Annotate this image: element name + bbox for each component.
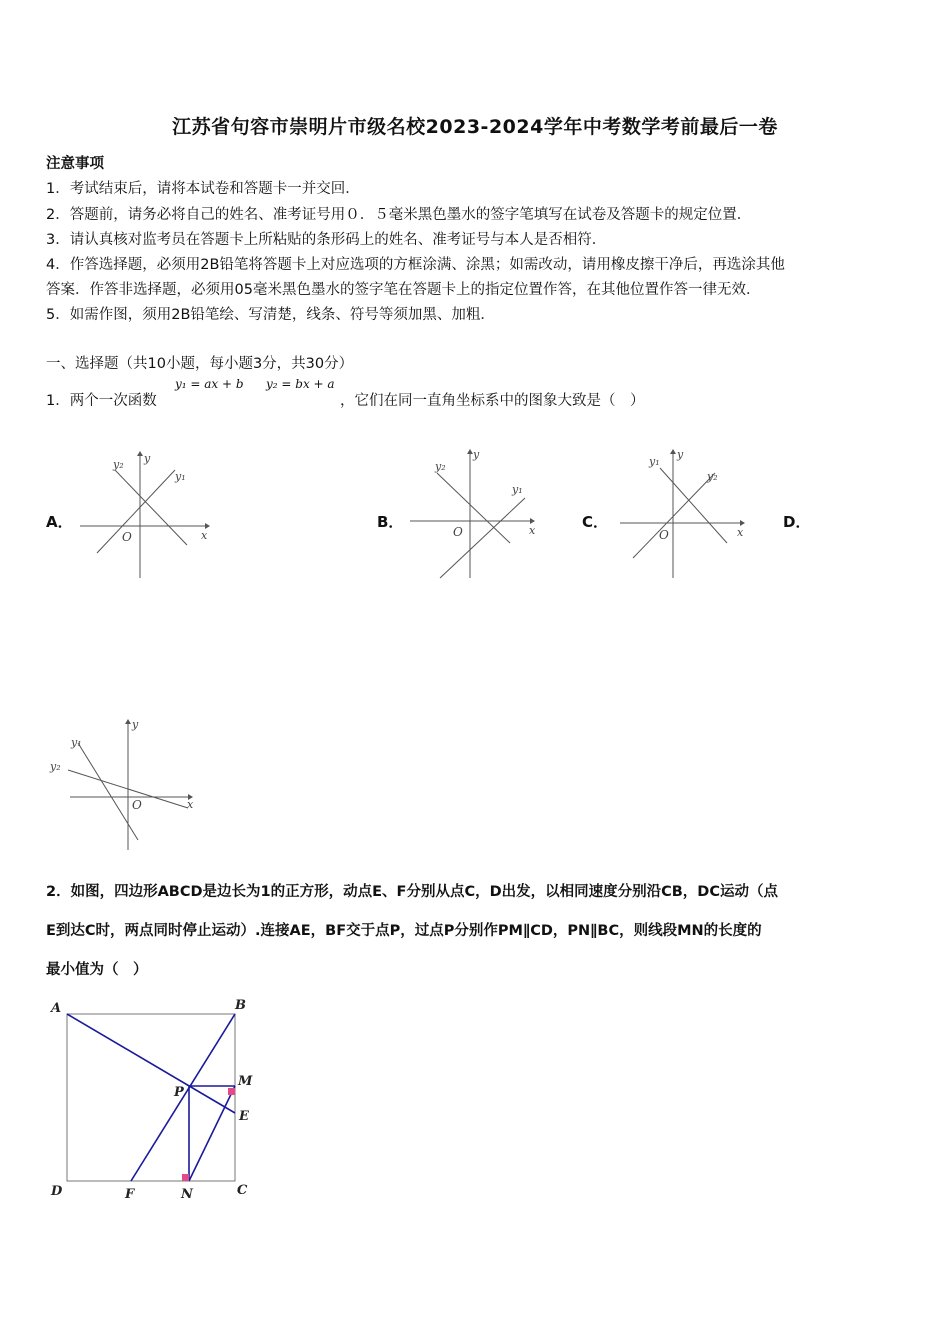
notice-item: 5．如需作图，须用2B铅笔绘、写清楚，线条、符号等须加黑、加粗． (46, 307, 495, 323)
label-y: y (473, 448, 480, 461)
label-x: x (201, 529, 208, 542)
segment-ae (67, 1014, 235, 1113)
line-y2 (437, 473, 510, 543)
option-a-label[interactable]: A． (46, 513, 73, 531)
option-c-graph (615, 448, 755, 583)
label-x: x (737, 526, 744, 539)
section-heading: 一、选择题（共10小题，每小题3分，共30分） (46, 356, 354, 372)
q1-prefix: 1．两个一次函数 (46, 393, 157, 409)
label-e: E (239, 1109, 249, 1124)
q1-equation-1: y₁ = ax + b (175, 377, 244, 391)
label-b: B (235, 998, 246, 1013)
option-b-graph (405, 448, 545, 583)
label-a: A (51, 1001, 62, 1016)
label-n: N (181, 1187, 193, 1202)
label-f: F (125, 1187, 135, 1202)
notice-item: 答案．作答非选择题，必须用05毫米黑色墨水的签字笔在答题卡上的指定位置作答，在其他位置作答一律无效． (46, 282, 761, 298)
notice-item: 2．答题前，请务必将自己的姓名、准考证号用０．５毫米黑色墨水的签字笔填写在试卷及答题卡的规定位置． (46, 207, 752, 223)
q2-line: 最小值为（ ） (46, 962, 148, 978)
q1-equation-2: y₂ = bx + a (266, 377, 335, 391)
label-d: D (51, 1184, 63, 1199)
label-y2: y₂ (113, 458, 124, 471)
right-angle-mark-n (182, 1174, 189, 1181)
label-y2: y₂ (50, 760, 61, 773)
option-d-graph (48, 718, 208, 853)
label-origin: O (132, 798, 142, 812)
line-y1 (97, 470, 175, 553)
notice-heading: 注意事项 (46, 156, 104, 172)
label-x: x (529, 524, 536, 537)
label-y1: y₁ (649, 455, 660, 468)
label-c: C (237, 1183, 248, 1198)
q2-line: 2．如图，四边形ABCD是边长为1的正方形，动点E、F分别从点C，D出发，以相同速度分别沿CB，DC运动（点 (46, 884, 778, 900)
label-y: y (144, 452, 151, 465)
q1-suffix: ，它们在同一直角坐标系中的图象大致是（ ） (340, 393, 645, 409)
label-y1: y₁ (512, 483, 523, 496)
option-b-label[interactable]: B． (377, 513, 404, 531)
page-title: 江苏省句容市崇明片市级名校2023-2024学年中考数学考前最后一卷 (172, 116, 778, 138)
label-y: y (677, 448, 684, 461)
label-origin: O (122, 530, 132, 544)
option-d-label[interactable]: D． (783, 513, 811, 531)
notice-item: 3．请认真核对监考员在答题卡上所粘贴的条形码上的姓名、准考证号与本人是否相符． (46, 232, 607, 248)
square-figure (45, 992, 265, 1207)
label-y1: y₁ (175, 470, 186, 483)
label-m: M (238, 1074, 253, 1089)
right-angle-mark-m (228, 1088, 235, 1095)
label-x: x (187, 798, 194, 811)
option-c-label[interactable]: C． (582, 513, 609, 531)
label-y: y (132, 718, 139, 731)
label-y2: y₂ (707, 470, 718, 483)
label-origin: O (659, 528, 669, 542)
label-y2: y₂ (435, 460, 446, 473)
label-p: P (174, 1085, 184, 1100)
notice-item: 1．考试结束后，请将本试卷和答题卡一并交回． (46, 181, 360, 197)
option-a-graph (75, 448, 215, 583)
q2-line: E到达C时，两点同时停止运动）.连接AE，BF交于点P，过点P分别作PM∥CD，PN∥BC，则线段MN的长度的 (46, 923, 762, 939)
line-y1 (78, 743, 138, 840)
notice-item: 4．作答选择题，必须用2B铅笔将答题卡上对应选项的方框涂满、涂黑；如需改动，请用橡皮擦干净后，再选涂其他 (46, 257, 785, 273)
label-origin: O (453, 525, 463, 539)
label-y1: y₁ (71, 736, 82, 749)
